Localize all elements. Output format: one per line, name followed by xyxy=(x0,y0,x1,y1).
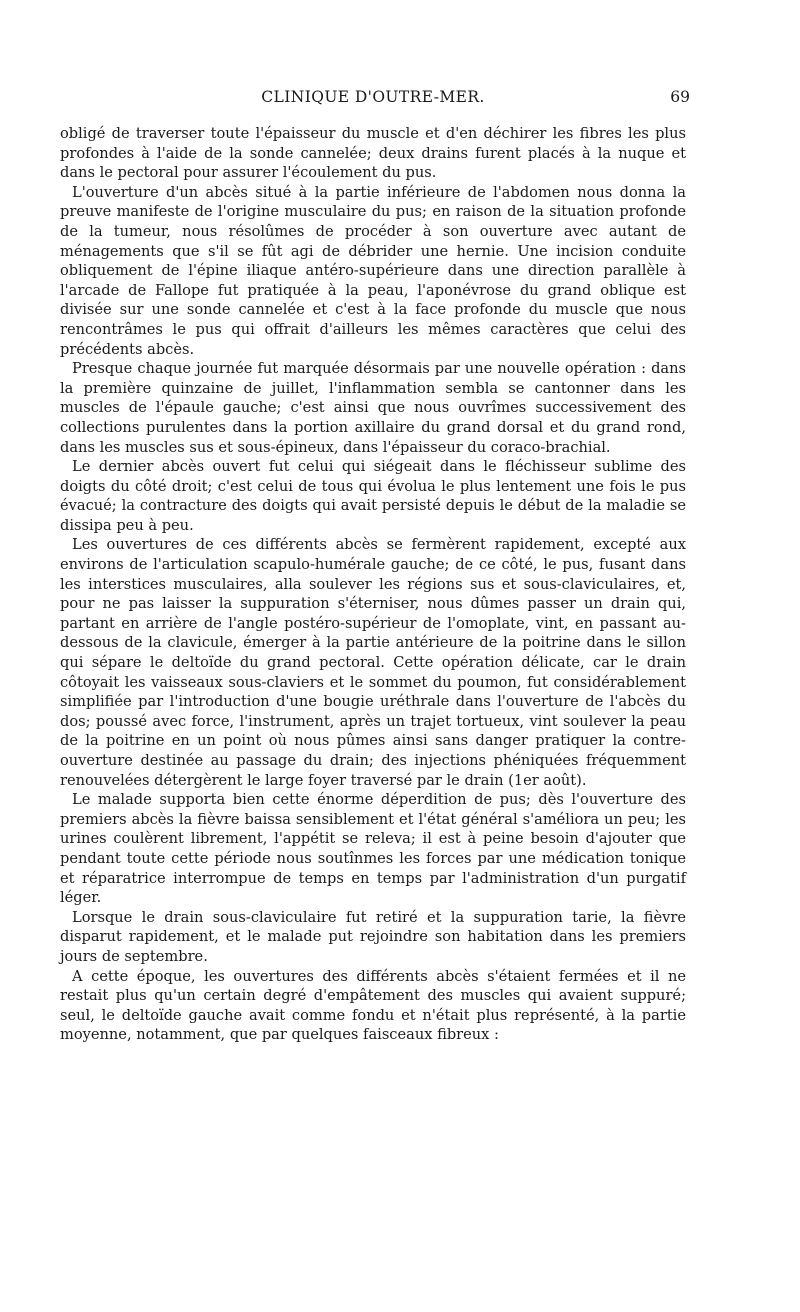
book-page xyxy=(60,88,690,1045)
paragraph: Lorsque le drain sous-claviculaire fut retiré et la suppuration tarie, la fièvre disparut rapidement, et le malade put rejoindre son habitation dans les premiers jours de septembre. xyxy=(60,908,686,965)
paragraph: A cette époque, les ouvertures des différents abcès s'étaient fermées et il ne restait plus qu'un certain degré d'empâtement des muscles qui avaient suppuré; seul, le deltoïde gauche avait comme fondu et n'était plus représenté, à la partie moyenne, notamment, que par quelques faisceaux fibreux : xyxy=(60,967,686,1044)
page-number: 69 xyxy=(670,88,690,106)
running-title: CLINIQUE D'OUTRE-MER. xyxy=(261,88,485,106)
paragraph: Le malade supporta bien cette énorme déperdition de pus; dès l'ouverture des premiers abcès la fièvre baissa sensiblement et l'état général s'améliora un peu; les urines coulèrent librement, l'appétit se releva; il est à peine besoin d'ajouter que pendant toute cette période nous soutînmes les forces par une médication tonique et réparatrice interrompue de temps en temps par l'administration d'un purgatif léger. xyxy=(60,791,686,907)
body-text xyxy=(60,124,686,1045)
paragraph-continuation: obligé de traverser toute l'épaisseur du muscle et d'en déchirer les fibres les plus profondes à l'aide de la sonde cannelée; deux drains furent placés à la nuque et dans le pectoral pour assurer l'écoulement du pus. xyxy=(60,125,686,182)
page-header xyxy=(60,88,690,114)
paragraph: Presque chaque journée fut marquée désormais par une nouvelle opération : dans la première quinzaine de juillet, l'inflammation sembla se cantonner dans les muscles de l'épaule gauche; c'est ainsi que nous ouvrîmes successivement des collections purulentes dans la portion axillaire du grand dorsal et du grand rond, dans les muscles sus et sous-épineux, dans l'épaisseur du coraco-brachial. xyxy=(60,360,686,456)
paragraph: L'ouverture d'un abcès situé à la partie inférieure de l'abdomen nous donna la preuve manifeste de l'origine musculaire du pus; en raison de la situation profonde de la tumeur, nous résolûmes de procéder à son ouverture avec autant de ménagements que s'il se fût agi de débrider une hernie. Une incision conduite obliquement de l'épine iliaque antéro-supérieure dans une direction parallèle à l'arcade de Fallope fut pratiquée à la peau, l'aponévrose du grand oblique est divisée sur une sonde cannelée et c'est à la face profonde du muscle que nous rencontrâmes le pus qui offrait d'ailleurs les mêmes caractères que celui des précédents abcès. xyxy=(60,183,686,358)
paragraph: Les ouvertures de ces différents abcès se fermèrent rapidement, excepté aux environs de l'articulation scapulo-humérale gauche; de ce côté, le pus, fusant dans les interstices musculaires, alla soulever les régions sus et sous-claviculaires, et, pour ne pas laisser la suppuration s'éterniser, nous dûmes passer un drain qui, partant en arrière de l'angle postéro-supérieur de l'omoplate, vint, en passant au-dessous de la clavicule, émerger à la partie antérieure de la poitrine dans le sillon qui sépare le deltoïde du grand pectoral. Cette opération délicate, car le drain côtoyait les vaisseaux sous-claviers et le sommet du poumon, fut considérablement simplifiée par l'introduction d'une bougie uréthrale dans l'ouverture de l'abcès du dos; poussé avec force, l'instrument, après un trajet tortueux, vint soulever la peau de la poitrine en un point où nous pûmes ainsi sans danger pratiquer la contre-ouverture destinée au passage du drain; des injections phéniquées fréquemment renouvelées détergèrent le large foyer traversé par le drain (1er août). xyxy=(60,536,686,789)
paragraph: Le dernier abcès ouvert fut celui qui siégeait dans le fléchisseur sublime des doigts du côté droit; c'est celui de tous qui évolua le plus lentement une fois le pus évacué; la contracture des doigts qui avait persisté depuis le début de la maladie se dissipa peu à peu. xyxy=(60,458,686,534)
